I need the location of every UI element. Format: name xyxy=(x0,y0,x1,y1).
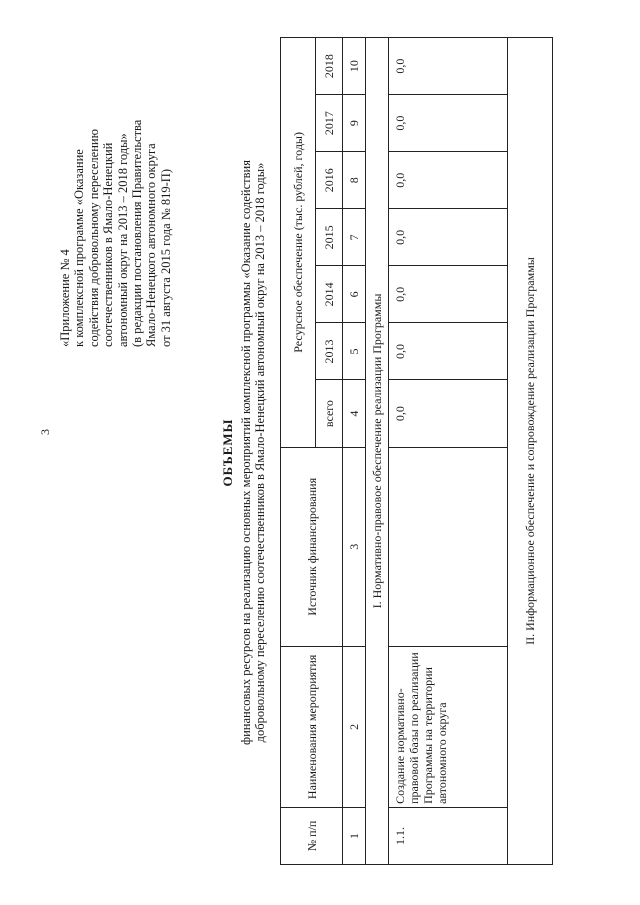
column-number: 4 xyxy=(343,380,366,447)
row-value: 0,0 xyxy=(389,209,508,266)
table-row xyxy=(389,38,508,865)
header-total: всего xyxy=(316,380,343,447)
column-number: 5 xyxy=(343,323,366,380)
column-numbers-row xyxy=(343,38,366,865)
row-number: 1.1. xyxy=(389,807,508,864)
subtitle-line: добровольному переселению соотечественников в Ямало-Ненецкий автономный округ на 2013 – 2018 годы» xyxy=(253,162,268,743)
header-year: 2017 xyxy=(316,95,343,152)
title-block xyxy=(220,0,268,905)
header-num: № п/п xyxy=(281,807,343,864)
header-year: 2015 xyxy=(316,209,343,266)
column-number: 9 xyxy=(343,95,366,152)
document-subtitle xyxy=(239,0,268,905)
header-row xyxy=(281,38,316,865)
header-year: 2013 xyxy=(316,323,343,380)
row-value: 0,0 xyxy=(389,95,508,152)
appendix-line: к комплексной программе «Оказание xyxy=(72,149,87,347)
section-heading: II. Информационное обеспечение и сопровождение реализации Программы xyxy=(508,38,553,865)
budget-table xyxy=(280,37,553,865)
page-number: 3 xyxy=(38,429,52,435)
column-number: 2 xyxy=(343,646,366,807)
header-year: 2016 xyxy=(316,152,343,209)
column-number: 1 xyxy=(343,807,366,864)
appendix-block xyxy=(58,27,173,347)
column-number: 3 xyxy=(343,447,366,646)
column-number: 10 xyxy=(343,38,366,95)
header-source: Источник финансирования xyxy=(281,447,343,646)
row-value-total: 0,0 xyxy=(389,380,508,447)
section-heading: I. Нормативно-правовое обеспечение реализации Программы xyxy=(366,38,389,865)
header-year: 2018 xyxy=(316,38,343,95)
appendix-line: соотечественников в Ямало-Ненецкий xyxy=(101,142,116,347)
appendix-line: содействия добровольному переселению xyxy=(86,129,101,347)
appendix-line: «Приложение № 4 xyxy=(58,249,72,347)
header-resources: Ресурсное обеспечение (тыс. рублей, годы) xyxy=(281,38,316,448)
row-source xyxy=(389,447,508,646)
header-name: Наименования мероприятия xyxy=(281,646,343,807)
appendix-line: от 31 августа 2015 года № 819-П) xyxy=(158,169,173,347)
appendix-line: автономный округ на 2013 – 2018 годы» xyxy=(115,133,130,347)
section-row xyxy=(366,38,389,865)
row-value: 0,0 xyxy=(389,323,508,380)
row-name: Создание нормативно-правовой базы по реализации Программы на территории автономного округа xyxy=(389,646,508,807)
subtitle-line: финансовых ресурсов на реализацию основных мероприятий комплексной программы «Оказание содействия xyxy=(239,160,253,745)
row-value: 0,0 xyxy=(389,152,508,209)
appendix-line: Ямало-Ненецкого автономного округа xyxy=(144,143,159,347)
row-value: 0,0 xyxy=(389,266,508,323)
row-value: 0,0 xyxy=(389,38,508,95)
document-title: ОБЪЕМЫ xyxy=(220,418,235,487)
appendix-line: (в редакции постановления Правительства xyxy=(130,119,145,347)
column-number: 7 xyxy=(343,209,366,266)
section-row xyxy=(508,38,553,865)
header-year: 2014 xyxy=(316,266,343,323)
column-number: 8 xyxy=(343,152,366,209)
column-number: 6 xyxy=(343,266,366,323)
